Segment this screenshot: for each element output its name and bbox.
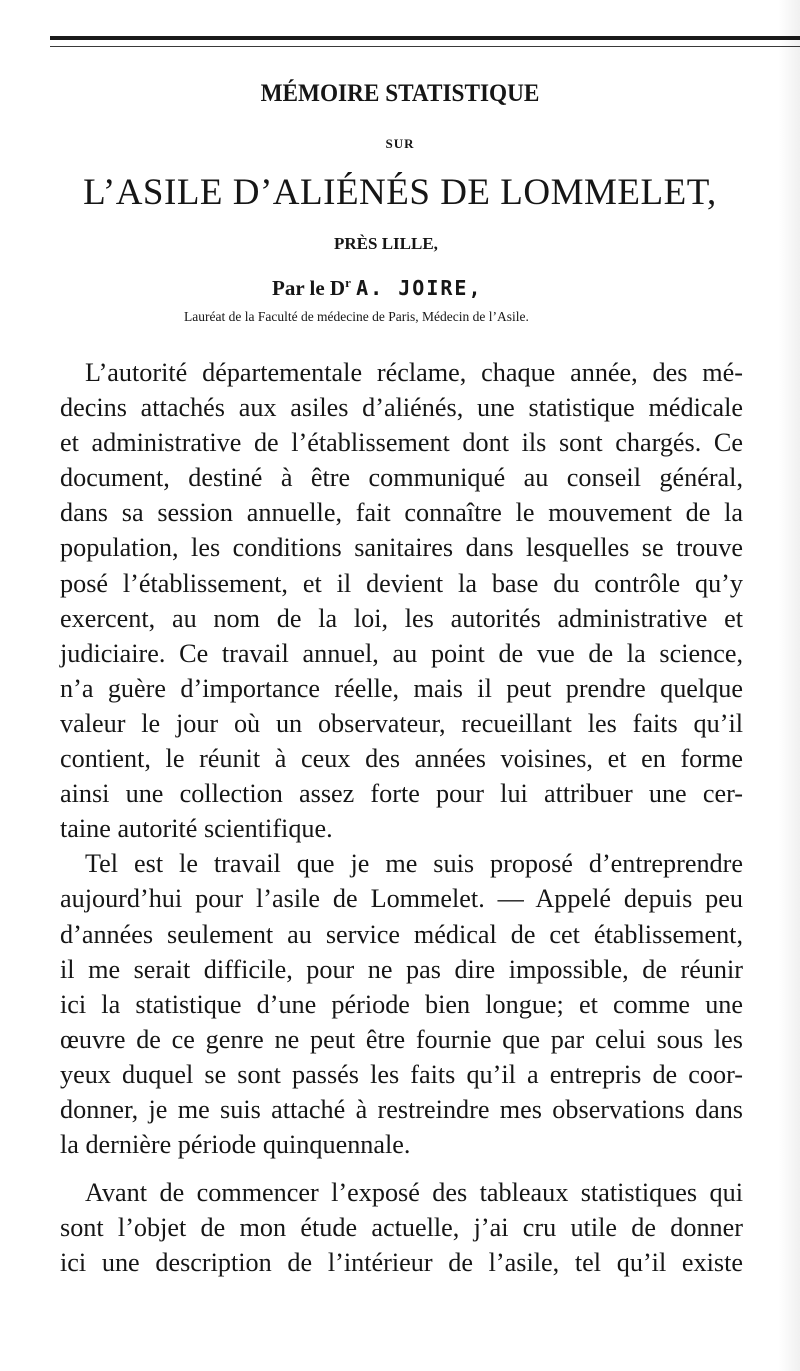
text-line: donner, je me suis attaché à restreindre mes observations dans (60, 1094, 743, 1124)
text-line: sont l’objet de mon étude actuelle, j’ai cru utile de donner (60, 1213, 743, 1243)
header-rule-thin (50, 46, 800, 47)
text-line: contient, le réunit à ceux des années voisines, et en forme (60, 744, 743, 774)
text-line: la dernière période quinquennale. (60, 1130, 411, 1160)
text-line: et administrative de l’établissement dont ils sont chargés. Ce (60, 428, 743, 458)
text-line: decins attachés aux asiles d’aliénés, une statistique médicale (60, 393, 743, 423)
text-line: aujourd’hui pour l’asile de Lommelet. — Appelé depuis peu (60, 884, 743, 914)
text-line: ici la statistique d’une période bien longue; et comme une (60, 989, 743, 1019)
text-line: taine autorité scientifique. (60, 814, 333, 844)
title-connector: SUR (385, 136, 415, 151)
text-line: exercent, au nom de la loi, les autorités administrative et (60, 603, 743, 633)
paragraph-spacer (60, 1162, 743, 1175)
text-line: n’a guère d’importance réelle, mais il peut prendre quelque (60, 673, 743, 703)
text-line: Avant de commencer l’exposé des tableaux statistiques qui (85, 1178, 743, 1208)
text-line: posé l’établissement, et il devient la base du contrôle qu’y (60, 568, 743, 598)
text-line: population, les conditions sanitaires dans lesquelles se trouve (60, 533, 743, 563)
header-rule-thick (50, 36, 800, 40)
text-line: ainsi une collection assez forte pour lui attribuer une cer- (60, 779, 743, 809)
author-credentials: Lauréat de la Faculté de médecine de Paris, Médecin de l’Asile. (184, 309, 529, 324)
body-text (60, 355, 743, 1280)
text-line: L’autorité départementale réclame, chaque année, des mé- (85, 358, 743, 387)
paragraph (60, 1175, 743, 1280)
asylum-heading: L’ASILE D’ALIÉNÉS DE LOMMELET, (83, 172, 717, 213)
author-prefix: Par le D (272, 276, 346, 300)
text-line: d’années seulement au service médical de cet établissement, (60, 919, 743, 949)
paragraph (60, 846, 743, 1162)
location-subtitle: PRÈS LILLE, (334, 234, 438, 253)
memoir-title: MÉMOIRE STATISTIQUE (260, 80, 540, 107)
text-line: document, destiné à être communiqué au conseil général, (60, 463, 743, 493)
text-line: ici une description de l’intérieur de l’asile, tel qu’il existe (60, 1248, 743, 1278)
author-name: A. JOIRE, (356, 276, 483, 300)
paragraph (60, 355, 743, 846)
text-line: yeux duquel se sont passés les faits qu’il a entrepris de coor- (60, 1059, 743, 1089)
text-line: il me serait difficile, pour ne pas dire impossible, de réunir (60, 954, 743, 984)
text-line: dans sa session annuelle, fait connaître le mouvement de la (60, 498, 743, 528)
author-title-sup: r (345, 275, 351, 290)
text-line: judiciaire. Ce travail annuel, au point de vue de la science, (60, 638, 743, 668)
text-line: œuvre de ce genre ne peut être fournie que par celui sous les (60, 1024, 743, 1054)
text-line: Tel est le travail que je me suis proposé d’entreprendre (85, 849, 743, 879)
page-gutter-shadow (778, 0, 800, 1371)
author-line (272, 275, 483, 301)
text-line: valeur le jour où un observateur, recueillant les faits qu’il (60, 708, 743, 738)
